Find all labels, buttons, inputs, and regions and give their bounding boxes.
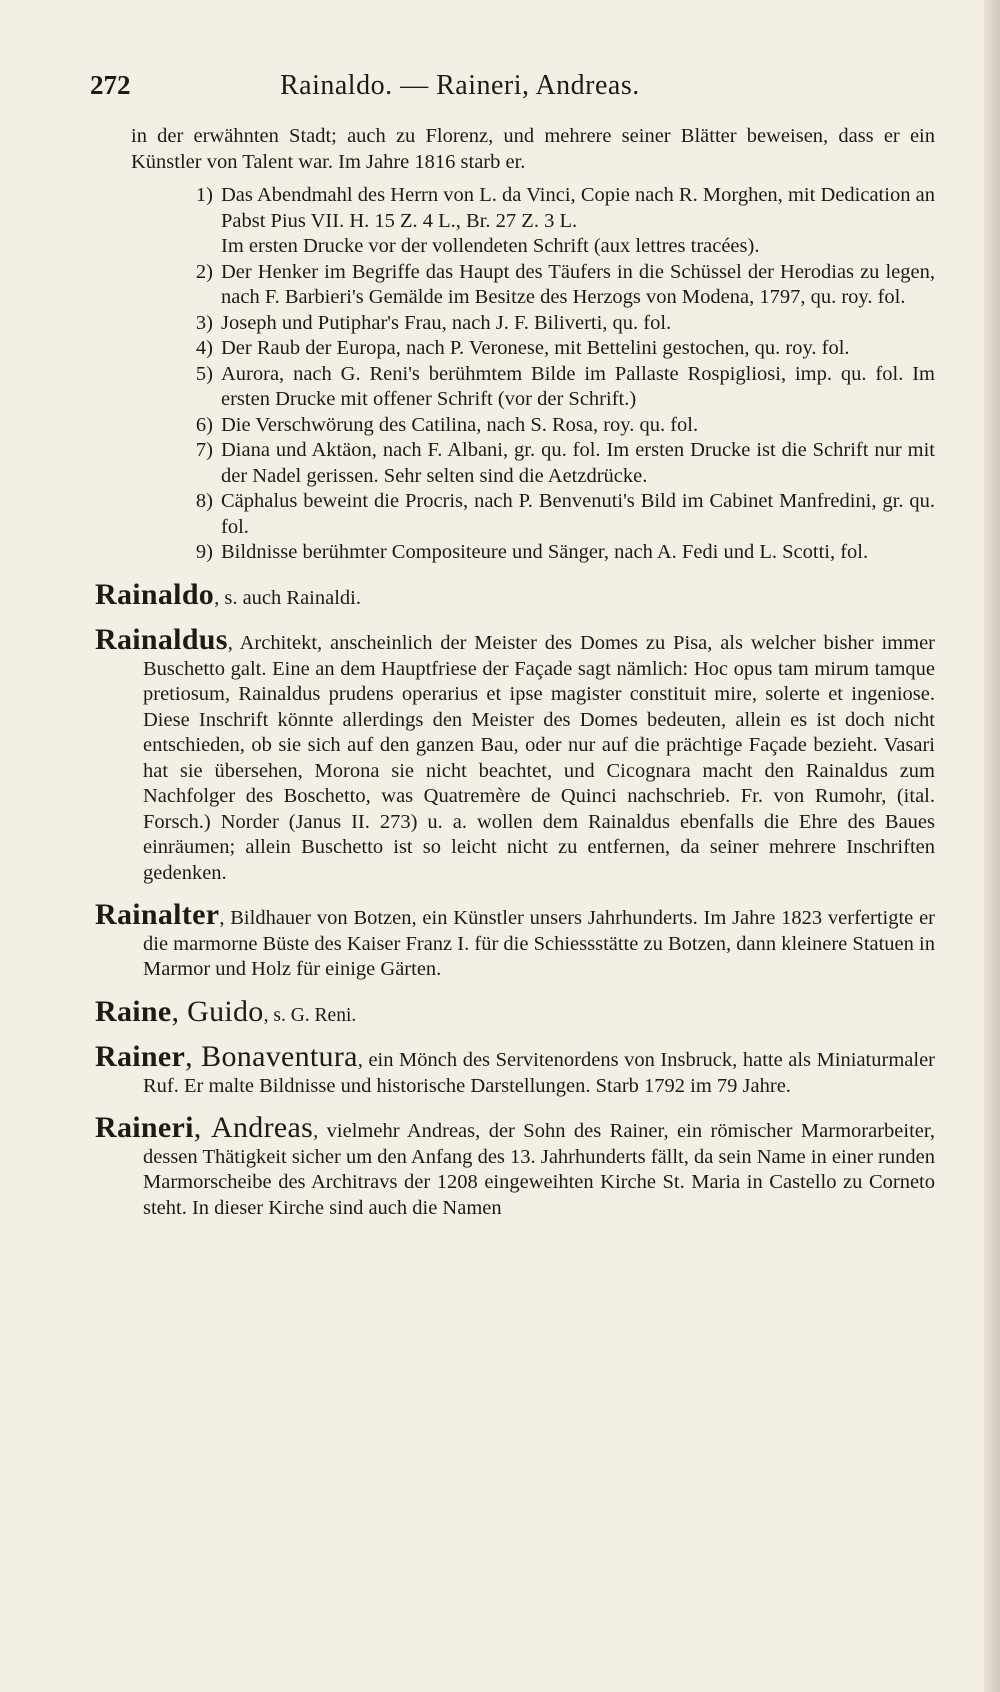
entry-headword: Rainer [95,1040,186,1073]
work-text: Der Raub der Europa, nach P. Veronese, mit Bettelini gestochen, qu. roy. fol. [221,337,850,359]
entry-raineri [95,1111,935,1221]
page-header [90,70,930,106]
work-text: Das Abendmahl des Herrn von L. da Vinci, Copie nach R. Morghen, mit Dedication an Pabst Pius VII. H. 15 Z. 4 L., Br. 27 Z. 3 L. [221,184,935,232]
entry-text: , ein Mönch des Servitenordens von Insbruck, hatte als Miniaturmaler Ruf. Er malte Bildnisse und historische Darstellungen. Starb 1792 im 79 Jahre. [143,1049,935,1097]
work-item [95,311,935,337]
work-text: Aurora, nach G. Reni's berühmtem Bilde im Pallaste Rospigliosi, imp. qu. fol. Im ersten Drucke mit offener Schrift (vor der Schrift.) [221,362,935,410]
entry-given-name: , Andreas [193,1111,314,1144]
work-number: 9) [195,541,213,563]
entry-raine [95,994,935,1029]
work-number: 1) [195,184,213,206]
work-number: 4) [195,337,213,359]
entry-rainer [95,1040,935,1099]
running-head: Rainaldo. — Raineri, Andreas. [280,70,640,101]
work-number: 6) [195,413,213,436]
work-number: 3) [195,311,213,334]
work-item [95,336,935,362]
entry-headword: Raineri [95,1111,194,1144]
entry-headword: Rainalter [95,898,220,931]
work-number: 5) [195,362,213,385]
entry-text: , s. G. Reni. [263,1004,357,1026]
work-note: Im ersten Drucke vor der vollendeten Schrift (aux lettres tracées). [221,235,760,257]
entry-headword: Rainaldo [95,577,215,611]
work-text: Der Henker im Begriffe das Haupt des Täufers in die Schüssel der Herodias zu legen, nach F. Barbieri's Gemälde im Besitze des Herzogs von Modena, 1797, qu. roy. fol. [221,260,935,308]
entry-text: , Bildhauer von Botzen, ein Künstler unsers Jahrhunderts. Im Jahre 1823 verfertigte er die marmorne Büste des Kaiser Franz I. für die Schiessstätte zu Botzen, dann kleinere Statuen in Marmor und Holz für einige Gärten. [143,907,935,980]
intro-paragraph: in der erwähnten Stadt; auch zu Florenz, und mehrere seiner Blätter beweisen, dass er ein Künstler von Talent war. Im Jahre 1816 starb er. [131,125,935,173]
entry-text: , Architekt, anscheinlich der Meister des Domes zu Pisa, als welcher bisher immer Buschetto galt. Eine an dem Hauptfriese der Façade sagt nämlich: Hoc opus tam mirum tamque pretiosum, Rainaldus prudens operarius et ipse magister constituit mire, solerte et ingeniose. Diese Inschrift könnte allerdings den Meister des Domes bedeuten, allein es ist doch nicht entschieden, ob sie sich auf den ganzen Bau, oder nur auf die prächtige Façade bezieht. Vasari hat sie übersehen, Morona sie nicht beachtet, und Cicognara macht den Rainaldus zum Nachfolger des Boschetto, was Quatremère de Quinci nachschrieb. Fr. von Rumohr, (ital. Forsch.) Norder (Janus II. 273) u. a. wollen dem Rainaldus ebenfalls die Ehre des Baues einräumen; allein Buschetto ist so leicht nicht zu entfernen, da seiner mehrere Inschriften gedenken. [143,632,935,884]
work-item [95,413,935,439]
work-text: Joseph und Putiphar's Frau, nach J. F. Biliverti, qu. fol. [221,311,672,334]
work-number: 2) [195,260,213,283]
entry-text: , vielmehr Andreas, der Sohn des Rainer, ein römischer Marmorarbeiter, dessen Thätigkeit sicher um den Anfang des 13. Jahrhunderts fällt, da sein Name in einer runden Marmorscheibe des Architravs der 1208 eingeweihten Kirche St. Maria in Castello zu Corneto steht. In dieser Kirche sind auch die Namen [143,1120,935,1219]
entry-rainaldo [95,577,935,612]
entry-rainaldus [95,623,935,886]
work-text: Bildnisse berühmter Compositeure und Sänger, nach A. Fedi und L. Scotti, fol. [221,541,869,563]
work-text: Die Verschwörung des Catilina, nach S. Rosa, roy. qu. fol. [221,413,699,436]
work-item [95,183,935,234]
work-number: 7) [195,439,213,461]
work-text: Cäphalus beweint die Procris, nach P. Benvenuti's Bild im Cabinet Manfredini, gr. qu. fol. [221,490,935,538]
work-item [95,540,935,566]
entry-given-name: , Guido [171,994,264,1028]
page-number: 272 [90,70,131,100]
work-item [95,489,935,540]
work-item [95,260,935,311]
work-item [95,438,935,489]
page-edge [984,0,1000,1692]
page-body [95,124,935,1221]
work-text: Diana und Aktäon, nach F. Albani, gr. qu. fol. Im ersten Drucke ist die Schrift nur mit der Nadel gerissen. Sehr selten sind die Aetzdrücke. [221,439,935,487]
work-item [95,362,935,413]
entry-headword: Raine [95,994,172,1028]
works-list [95,183,935,566]
entry-text: , s. auch Rainaldi. [214,586,361,609]
work-number: 8) [195,490,213,512]
entry-given-name: , Bonaventura [185,1040,358,1073]
entry-rainalter [95,898,935,983]
entry-headword: Rainaldus [95,623,228,656]
